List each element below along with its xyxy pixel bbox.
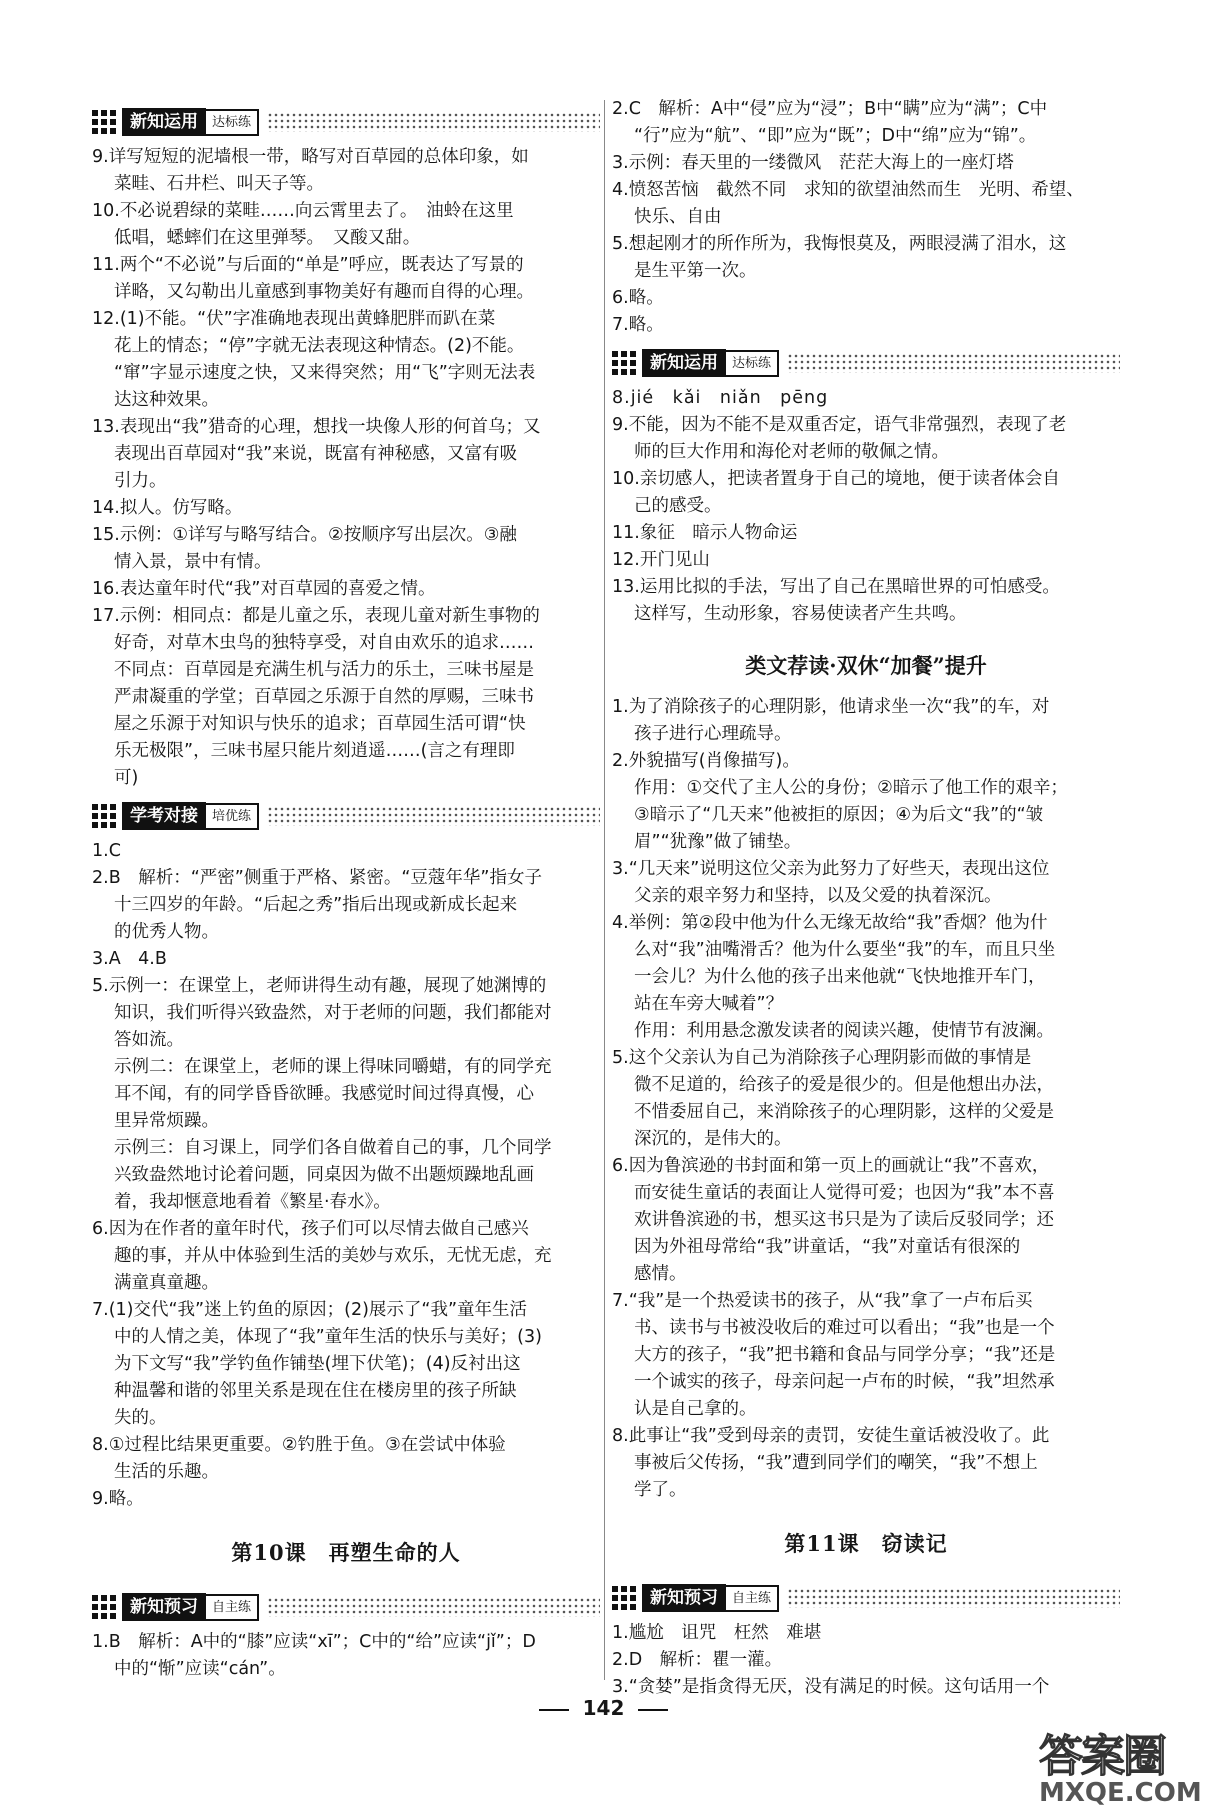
answer-line: 16.表达童年时代“我”对百草园的喜爱之情。 — [92, 579, 436, 599]
answer-line: 11.象征 暗示人物命运 — [612, 523, 798, 543]
answer-line: 大方的孩子，“我”把书籍和食品与同学分享；“我”还是 — [634, 1345, 1056, 1365]
answer-line: 5.示例一：在课堂上，老师讲得生动有趣，展现了她渊博的 — [92, 976, 547, 996]
answer-list — [92, 1629, 600, 1683]
answer-line: 5.这个父亲认为自己为消除孩子心理阴影而做的事情是 — [612, 1048, 1032, 1068]
answer-line: 6.因为鲁滨逊的书封面和第一页上的画就让“我”不喜欢， — [612, 1156, 1050, 1176]
section-title: 新知运用 — [642, 349, 726, 377]
answer-line: 满童真童趣。 — [114, 1273, 219, 1293]
answer-list — [612, 1620, 1120, 1701]
answer-line: 13.表现出“我”猎奇的心理，想找一块像人形的何首乌；又 — [92, 417, 541, 437]
answer-line: 么对“我”油嘴滑舌？他为什么要坐“我”的车，而且只坐 — [634, 940, 1056, 960]
answer-line: 花上的情态；“停”字就无法表现这种情态。(2)不能。 — [114, 336, 525, 356]
answer-line: 13.运用比拟的手法，写出了自己在黑暗世界的可怕感受。 — [612, 577, 1060, 597]
answer-line: 认是自己拿的。 — [634, 1399, 757, 1419]
answer-line: 6.略。 — [612, 288, 664, 308]
answer-line: 严肃凝重的学堂；百草园之乐源于自然的厚赐，三味书 — [114, 687, 534, 707]
answer-line: “窜”字显示速度之快，又来得突然；用“飞”字则无法表 — [114, 363, 536, 383]
answer-line: 2.外貌描写(肖像描写)。 — [612, 751, 800, 771]
answer-line: 1.尴尬 诅咒 枉然 难堪 — [612, 1623, 822, 1643]
answer-line: 作用：利用悬念激发读者的阅读兴趣，使情节有波澜。 — [634, 1021, 1054, 1041]
answer-line: 1.为了消除孩子的心理阴影，他请求坐一次“我”的车，对 — [612, 697, 1050, 717]
answer-line: 17.示例：相同点：都是儿童之乐，表现儿童对新生事物的 — [92, 606, 540, 626]
left-column — [92, 98, 600, 1683]
answer-line: 9.不能，因为不能不是双重否定，语气非常强烈，表现了老 — [612, 415, 1067, 435]
answer-line: 情入景，景中有情。 — [114, 552, 272, 572]
section-title: 新知预习 — [122, 1593, 206, 1621]
dotted-rule — [267, 112, 600, 132]
answer-line: 事被后父传扬，“我”遭到同学们的嘲笑，“我”不想上 — [634, 1453, 1038, 1473]
answer-line: 9.详写短短的泥墙根一带，略写对百草园的总体印象，如 — [92, 147, 529, 167]
answer-line: 眉”“犹豫”做了铺垫。 — [634, 832, 802, 852]
answer-line: 引力。 — [114, 471, 167, 491]
answer-line: 7.“我”是一个热爱读书的孩子，从“我”拿了一卢布后买 — [612, 1291, 1033, 1311]
answer-line: 2.B 解析：“严密”侧重于严格、紧密。“豆蔻年华”指女子 — [92, 868, 542, 888]
dotted-rule — [267, 806, 600, 826]
section-subtitle: 自主练 — [206, 1594, 259, 1621]
answer-line: 12.(1)不能。“伏”字准确地表现出黄蜂肥胖而趴在菜 — [92, 309, 496, 329]
answer-line: 示例二：在课堂上，老师的课上得味同嚼蜡，有的同学充 — [114, 1057, 552, 1077]
answer-line: 深沉的，是伟大的。 — [634, 1129, 792, 1149]
answer-line: 一个诚实的孩子，母亲问起一卢布的时候，“我”坦然承 — [634, 1372, 1055, 1392]
answer-line: 2.D 解析：瞿一灌。 — [612, 1650, 783, 1670]
dotted-rule — [787, 353, 1120, 373]
dash-left — [539, 1709, 569, 1711]
answer-line: 是生平第一次。 — [634, 261, 757, 281]
column-divider — [604, 100, 605, 1680]
answer-list — [612, 96, 1120, 339]
answer-line: 生活的乐趣。 — [114, 1462, 219, 1482]
dots-icon — [612, 1586, 636, 1610]
answer-line: 15.示例：①详写与略写结合。②按顺序写出层次。③融 — [92, 525, 517, 545]
answer-line: 种温馨和谐的邻里关系是现在住在楼房里的孩子所缺 — [114, 1381, 517, 1401]
answer-line: 父亲的艰辛努力和坚持，以及父爱的执着深沉。 — [634, 886, 1002, 906]
answer-line: 己的感受。 — [634, 496, 722, 516]
answer-line: 一会儿？为什么他的孩子出来他就“飞快地推开车门， — [634, 967, 1046, 987]
answer-line: 快乐、自由 — [634, 207, 722, 227]
section-title: 新知运用 — [122, 108, 206, 136]
answer-line: “行”应为“航”、“即”应为“既”；D中“绵”应为“锦”。 — [634, 126, 1037, 146]
section-header-xuekao-duijie — [92, 798, 600, 834]
section-header-xinzhi-yuxi — [92, 1589, 600, 1625]
answer-line: 欢讲鲁滨逊的书，想买这书只是为了读后反驳同学；还 — [634, 1210, 1054, 1230]
answer-line: 达这种效果。 — [114, 390, 219, 410]
answer-line: 兴致盎然地讨论着问题，同桌因为做不出题烦躁地乱画 — [114, 1165, 534, 1185]
lesson-title: 第10课 再塑生命的人 — [231, 1540, 461, 1565]
answer-line: 好奇，对草木虫鸟的独特享受，对自由欢乐的追求…… — [114, 633, 534, 653]
answer-list — [92, 144, 600, 792]
answer-line: 不同点：百草园是充满生机与活力的乐土，三味书屋是 — [114, 660, 534, 680]
answer-line: 中的“惭”应读“cán”。 — [114, 1659, 286, 1679]
answer-line: 4.愤怒苦恼 截然不同 求知的欲望油然而生 光明、希望、 — [612, 180, 1084, 200]
reading-section-title: 类文荐读·双休“加餐”提升 — [745, 653, 987, 678]
answer-line: 站在车旁大喊着”？ — [634, 994, 784, 1014]
lesson-title: 第11课 窃读记 — [784, 1531, 948, 1556]
page-number-text: 142 — [582, 1696, 625, 1720]
answer-line: 着，我却惬意地看着《繁星·春水》。 — [114, 1192, 391, 1212]
answer-line: 低唱，蟋蟀们在这里弹琴。 又酸又甜。 — [114, 228, 421, 248]
answer-line: 8.此事让“我”受到母亲的责罚，安徒生童话被没收了。此 — [612, 1426, 1050, 1446]
answer-line: 14.拟人。仿写略。 — [92, 498, 243, 518]
answer-line: 10.不必说碧绿的菜畦……向云霄里去了。 油蛉在这里 — [92, 201, 514, 221]
answer-line: 知识，我们听得兴致盎然，对于老师的问题，我们都能对 — [114, 1003, 552, 1023]
dots-icon — [92, 110, 116, 134]
dots-icon — [92, 1595, 116, 1619]
answer-line: 2.C 解析：A中“侵”应为“浸”；B中“瞒”应为“满”；C中 — [612, 99, 1048, 119]
section-subtitle: 自主练 — [726, 1585, 779, 1612]
section-title: 新知预习 — [642, 1584, 726, 1612]
answer-line: 作用：①交代了主人公的身份；②暗示了他工作的艰辛； — [634, 778, 1068, 798]
answer-line: 孩子进行心理疏导。 — [634, 724, 792, 744]
answer-line: 感情。 — [634, 1264, 687, 1284]
section-title: 学考对接 — [122, 802, 206, 830]
answer-line: 11.两个“不必说”与后面的“单是”呼应，既表达了写景的 — [92, 255, 524, 275]
answer-line: 书、读书与书被没收后的难过可以看出；“我”也是一个 — [634, 1318, 1055, 1338]
answer-line: 7.(1)交代“我”迷上钓鱼的原因；(2)展示了“我”童年生活 — [92, 1300, 528, 1320]
answer-line: 7.略。 — [612, 315, 664, 335]
section-subtitle: 达标练 — [726, 350, 779, 377]
answer-line: 菜畦、石井栏、叫天子等。 — [114, 174, 324, 194]
page-number — [0, 1696, 1207, 1720]
answer-list — [92, 838, 600, 1513]
section-header-xinzhi-yunyong — [612, 345, 1120, 381]
watermark-main-text: 答案圈 — [1039, 1731, 1165, 1782]
answer-line: 而安徒生童话的表面让人觉得可爱；也因为“我”本不喜 — [634, 1183, 1055, 1203]
section-header-xinzhi-yunyong — [92, 104, 600, 140]
answer-line: 学了。 — [634, 1480, 687, 1500]
answer-line: ③暗示了“几天来”他被拒的原因；④为后文“我”的“皱 — [634, 805, 1044, 825]
answer-line: 微不足道的，给孩子的爱是很少的。但是他想出办法， — [634, 1075, 1054, 1095]
answer-line: 乐无极限”，三味书屋只能片刻逍遥……(言之有理即 — [114, 741, 515, 761]
answer-line: 3.示例：春天里的一缕微风 茫茫大海上的一座灯塔 — [612, 153, 1014, 173]
answer-line: 里异常烦躁。 — [114, 1111, 219, 1131]
answer-line: 答如流。 — [114, 1030, 184, 1050]
pinyin-answer: 8.jié kǎi niǎn pēng — [612, 388, 829, 408]
answer-line: 表现出百草园对“我”来说，既富有神秘感，又富有吸 — [114, 444, 518, 464]
answer-line: 可) — [114, 768, 139, 788]
watermark-url: MXQE.COM — [1039, 1778, 1202, 1808]
answer-list — [612, 385, 1120, 628]
answer-line: 4.举例：第②段中他为什么无缘无故给“我”香烟？他为什 — [612, 913, 1048, 933]
answer-line: 十三四岁的年龄。“后起之秀”指后出现或新成长起来 — [114, 895, 518, 915]
answer-line: 失的。 — [114, 1408, 167, 1428]
answer-line: 3.A 4.B — [92, 949, 167, 969]
answer-line: 因为外祖母常给“我”讲童话，“我”对童话有很深的 — [634, 1237, 1021, 1257]
dots-icon — [92, 804, 116, 828]
answer-line: 这样写，生动形象，容易使读者产生共鸣。 — [634, 604, 967, 624]
answer-line: 师的巨大作用和海伦对老师的敬佩之情。 — [634, 442, 949, 462]
answer-line: 耳不闻，有的同学昏昏欲睡。我感觉时间过得真慢，心 — [114, 1084, 534, 1104]
answer-line: 为下文写“我”学钓鱼作铺垫(埋下伏笔)；(4)反衬出这 — [114, 1354, 521, 1374]
answer-line: 详略，又勾勒出儿童感到事物美好有趣而自得的心理。 — [114, 282, 534, 302]
section-header-xinzhi-yuxi — [612, 1580, 1120, 1616]
answer-list — [612, 694, 1120, 1504]
answer-line: 屋之乐源于对知识与快乐的追求；百草园生活可谓“快 — [114, 714, 526, 734]
answer-line: 中的人情之美，体现了“我”童年生活的快乐与美好；(3) — [114, 1327, 542, 1347]
answer-line: 3.“贪婪”是指贪得无厌，没有满足的时候。这句话用一个 — [612, 1677, 1050, 1697]
answer-line: 1.C — [92, 841, 121, 861]
answer-line: 的优秀人物。 — [114, 922, 219, 942]
section-subtitle: 达标练 — [206, 109, 259, 136]
answer-line: 示例三：自习课上，同学们各自做着自己的事，几个同学 — [114, 1138, 552, 1158]
dash-right — [638, 1709, 668, 1711]
answer-line: 8.①过程比结果更重要。②钓胜于鱼。③在尝试中体验 — [92, 1435, 506, 1455]
watermark-logo — [1039, 1720, 1202, 1808]
section-subtitle: 培优练 — [206, 803, 259, 830]
right-column — [612, 96, 1120, 1701]
answer-line: 12.开门见山 — [612, 550, 710, 570]
answer-line: 5.想起刚才的所作所为，我悔恨莫及，两眼浸满了泪水，这 — [612, 234, 1067, 254]
answer-line: 9.略。 — [92, 1489, 144, 1509]
answer-line: 10.亲切感人，把读者置身于自己的境地，便于读者体会自 — [612, 469, 1060, 489]
dots-icon — [612, 351, 636, 375]
answer-line: 6.因为在作者的童年时代，孩子们可以尽情去做自己感兴 — [92, 1219, 529, 1239]
answer-line: 1.B 解析：A中的“膝”应读“xī”；C中的“给”应读“jǐ”；D — [92, 1632, 536, 1652]
answer-line: 趣的事，并从中体验到生活的美妙与欢乐，无忧无虑，充 — [114, 1246, 552, 1266]
dotted-rule — [267, 1597, 600, 1617]
answer-line: 不惜委屈自己，来消除孩子的心理阴影，这样的父爱是 — [634, 1102, 1054, 1122]
answer-line: 3.“几天来”说明这位父亲为此努力了好些天，表现出这位 — [612, 859, 1050, 879]
dotted-rule — [787, 1588, 1120, 1608]
